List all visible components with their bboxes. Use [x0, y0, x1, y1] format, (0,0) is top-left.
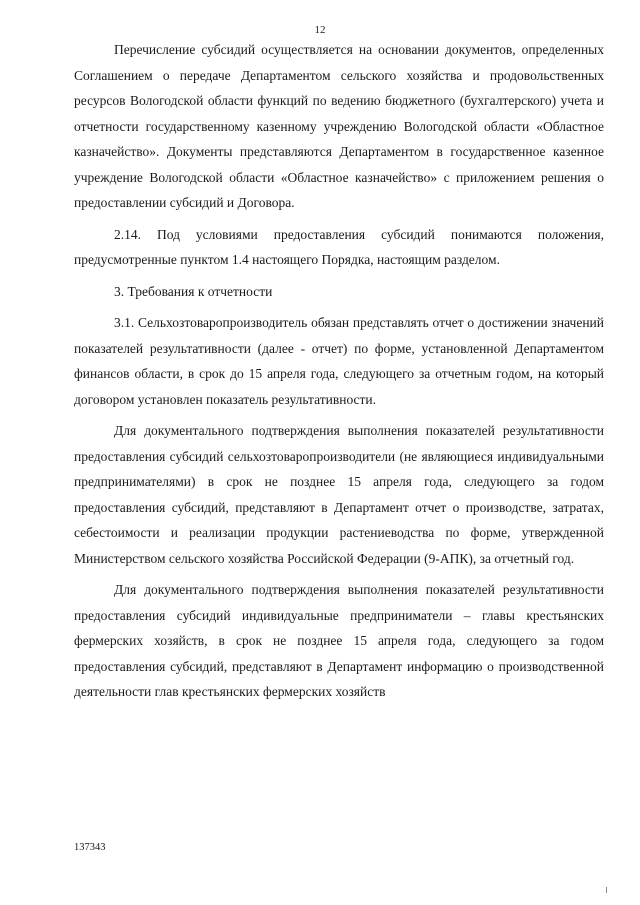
- paragraph-2-14: 2.14. Под условиями предоставления субсидий понимаются положения, предусмотренные пунктом 1.4 настоящего Порядка, настоящим разделом.: [74, 226, 604, 267]
- paragraph-documentary-confirmation-farmers: Для документального подтверждения выполнения показателей результативности предоставления субсидий индивидуальные предприниматели – главы крестьянских фермерских хозяйств, в срок не позднее 15 апреля года, следующего за годом предоставления субсидий, представляют в Департамент информацию о производственной деятельности глав крестьянских фермерских хозяйств: [74, 582, 604, 699]
- paragraph-documentary-confirmation-organizations: Для документального подтверждения выполнения показателей результативности предоставления субсидий сельхозтоваропроизводители (не являющиеся индивидуальными предпринимателями) в срок не позднее 15 апреля года, следующего за годом предоставления субсидий, представляют в Департамент отчет о производстве, затратах, себестоимости и реализации продукции растениеводства по форме, утвержденной Министерством сельского хозяйства Российской Федерации (9-АПК), за отчетный год.: [74, 423, 604, 566]
- section-heading: 3. Требования к отчетности: [114, 283, 273, 299]
- document-body: [74, 37, 604, 705]
- scan-mark: [606, 887, 607, 893]
- page-number: 12: [314, 24, 326, 36]
- document-code: 137343: [74, 842, 106, 853]
- paragraph-3-1: 3.1. Сельхозтоваропроизводитель обязан представлять отчет о достижении значений показателей результативности (далее - отчет) по форме, установленной Департаментом финансов области, в срок до 15 апреля года, следующего за отчетным годом, на который договором установлен показатель результативности.: [74, 315, 604, 407]
- paragraph-subsidy-transfer: Перечисление субсидий осуществляется на основании документов, определенных Соглашением о передаче Департаментом сельского хозяйства и продовольственных ресурсов Вологодской области функций по ведению бюджетного (бухгалтерского) учета и отчетности государственному казенному учреждению Вологодской области «Областное казначейство». Документы представляются Департаментом в государственное казенное учреждение Вологодской области «Областное казначейство» с приложением решения о предоставлении субсидий и Договора.: [74, 42, 604, 210]
